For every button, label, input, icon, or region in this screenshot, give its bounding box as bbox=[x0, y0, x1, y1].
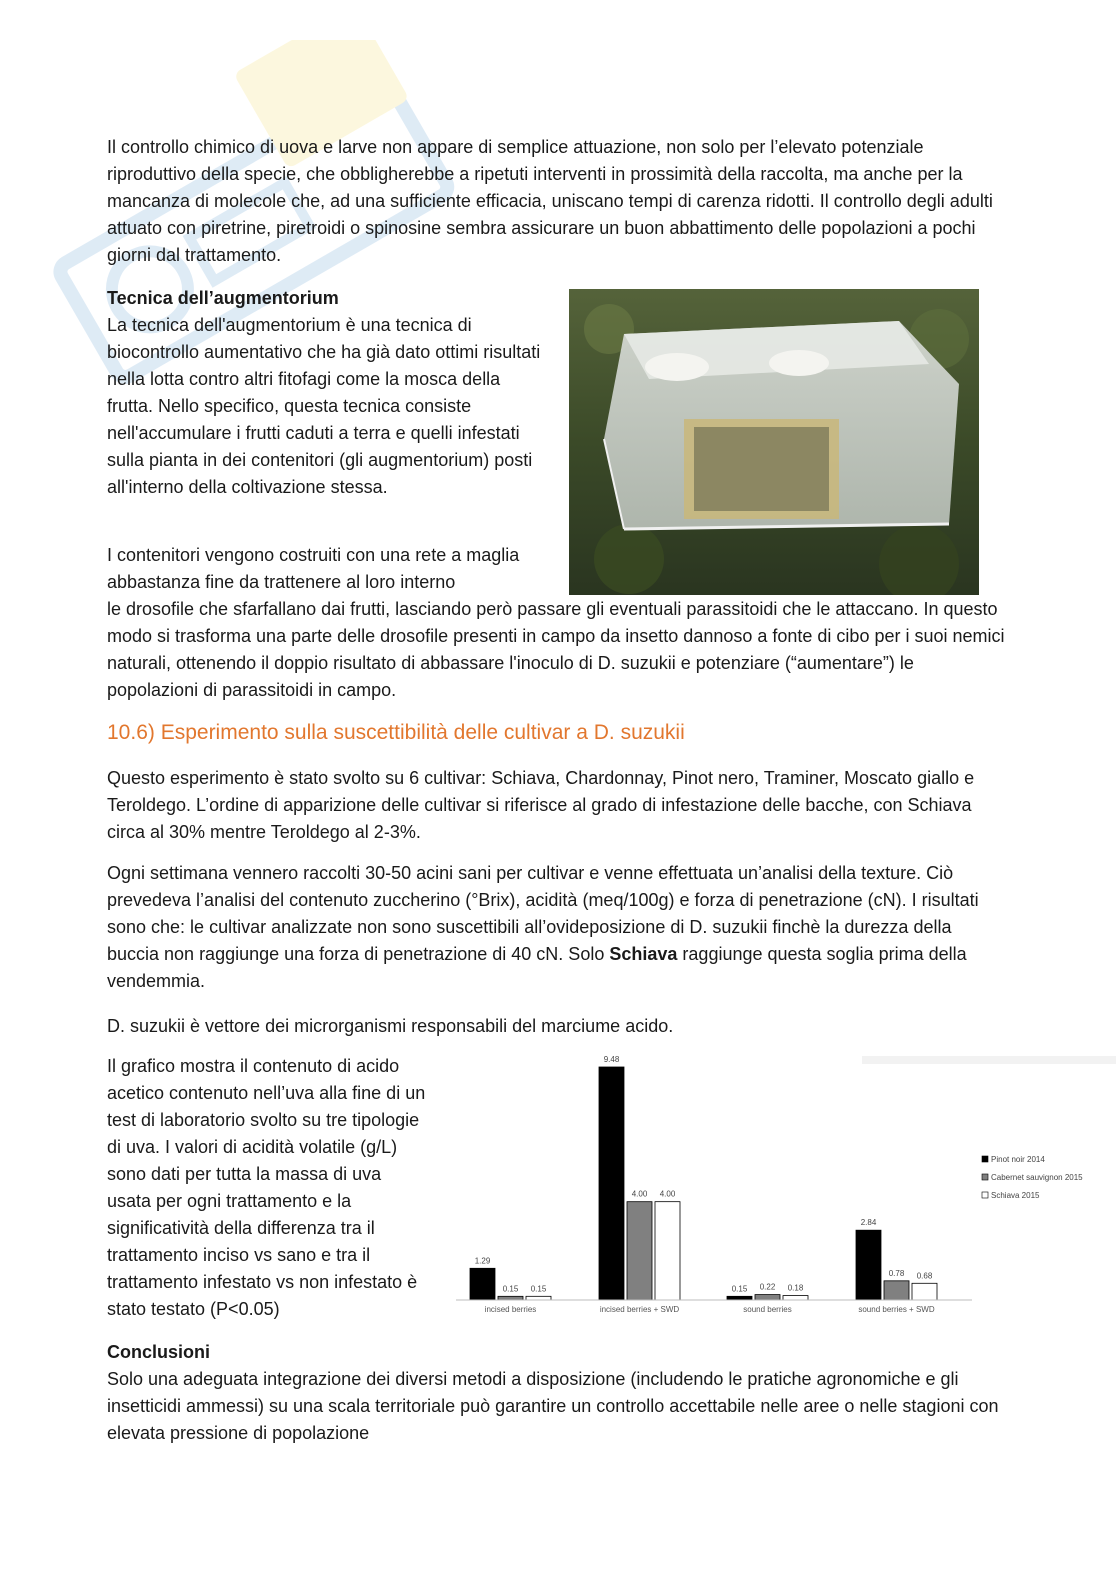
bar-1-0 bbox=[599, 1067, 624, 1300]
bar-value-label: 0.18 bbox=[787, 1283, 804, 1293]
bar-value-label: 0.68 bbox=[916, 1271, 933, 1281]
bar-0-1 bbox=[498, 1296, 523, 1300]
conclusions-paragraph: Solo una adeguata integrazione dei diversi metodi a disposizione (includendo le pratiche agronomiche e gli insetticidi ammessi) su una scala territoriale può garantire un controllo accettabile nelle aree o nelle stagioni con elevata pressione di popolazione bbox=[107, 1369, 999, 1443]
weekly-analysis-paragraph bbox=[107, 860, 1007, 995]
containers-paragraph-start: I contenitori vengono costruiti con una rete a maglia abbastanza fine da trattenere al loro interno bbox=[107, 545, 520, 592]
weekly-analysis-bold: Schiava bbox=[609, 944, 678, 964]
x-tick-label: sound berries bbox=[743, 1305, 792, 1314]
x-tick-label: incised berries bbox=[484, 1305, 537, 1314]
bar-value-label: 0.15 bbox=[530, 1284, 547, 1294]
legend-swatch bbox=[982, 1156, 988, 1162]
legend-label: Schiava 2015 bbox=[991, 1191, 1040, 1200]
bar-1-1 bbox=[627, 1202, 652, 1300]
bar-3-0 bbox=[856, 1230, 881, 1300]
bar-1-2 bbox=[655, 1202, 680, 1300]
bar-0-0 bbox=[470, 1268, 495, 1300]
legend-swatch bbox=[982, 1192, 988, 1198]
bar-2-1 bbox=[755, 1295, 780, 1300]
bar-value-label: 4.00 bbox=[631, 1189, 648, 1199]
bar-0-2 bbox=[526, 1296, 551, 1300]
containers-paragraph-end: le drosofile che sfarfallano dai frutti, lasciando però passare gli eventuali parassitoidi che le attaccano. In questo modo si trasforma una parte delle drosofile presenti in campo da insetto dannoso a fonte di cibo per i suoi nemici naturali, ottenendo il doppio risultato di abbassare l'inoculo di D. suzukii e potenziare (“aumentare”) le popolazioni di parassitoidi in campo. bbox=[107, 599, 1005, 700]
x-tick-label: incised berries + SWD bbox=[599, 1305, 680, 1314]
bar-value-label: 0.15 bbox=[731, 1284, 748, 1294]
augmentorium-paragraph: La tecnica dell'augmentorium è una tecnica di biocontrollo aumentativo che ha già dato ottimi risultati nella lotta contro altri fitofagi come la mosca della frutta. Nello specifico, questa tecnica consiste nell'accumulare i frutti caduti a terra e quelli infestati sulla pianta in dei contenitori (gli augmentorium) posti all'interno della coltivazione stessa. bbox=[107, 315, 541, 497]
augmentorium-heading: Tecnica dell’augmentorium bbox=[107, 288, 339, 308]
intro-paragraph: Il controllo chimico di uova e larve non appare di semplice attuazione, non solo per l’elevato potenziale riproduttivo della specie, che obbligherebbe a ripetuti interventi in prossimità della raccolta, ma anche per la mancanza di molecole che, ad una sufficiente efficacia, uniscano tempi di carenza ridotti. Il controllo degli adulti attuato con piretrine, piretroidi o spinosine sembra assicurare un buon abbattimento delle popolazioni a pochi giorni dal trattamento. bbox=[107, 137, 993, 265]
chart-bars bbox=[470, 1056, 937, 1300]
legend-label: Pinot noir 2014 bbox=[991, 1155, 1045, 1164]
chart-legend bbox=[982, 1155, 1083, 1200]
conclusions-heading: Conclusioni bbox=[107, 1342, 210, 1362]
augmentorium-photo bbox=[569, 289, 979, 595]
bar-value-label: 9.48 bbox=[603, 1056, 620, 1064]
bar-value-label: 4.00 bbox=[659, 1189, 676, 1199]
bar-value-label: 0.15 bbox=[502, 1284, 519, 1294]
weekly-analysis-text-a: Ogni settimana vennero raccolti 30-50 acini sani per cultivar e venne effettuata un’analisi della texture. Ciò prevedeva l’analisi del contenuto zuccherino (°Brix), acidità (meq/100g) e forza di penetrazione (cN). I risultati sono che: le cultivar analizzate non sono suscettibili all’ovideposizione di D. suzukii finchè la durezza della buccia non raggiunge una forza di penetrazione di 40 cN. Solo bbox=[107, 863, 979, 964]
acidity-bar-chart bbox=[452, 1056, 1116, 1331]
bar-2-0 bbox=[727, 1296, 752, 1300]
bar-3-1 bbox=[884, 1281, 909, 1300]
chart-top-fade bbox=[862, 1056, 1116, 1064]
x-axis-labels bbox=[485, 1305, 935, 1314]
x-tick-label: sound berries + SWD bbox=[858, 1305, 935, 1314]
bar-value-label: 0.78 bbox=[888, 1268, 905, 1278]
bar-2-2 bbox=[783, 1296, 808, 1300]
legend-label: Cabernet sauvignon 2015 bbox=[991, 1173, 1083, 1182]
bar-value-label: 0.22 bbox=[759, 1282, 776, 1292]
bar-3-2 bbox=[912, 1283, 937, 1300]
legend-swatch bbox=[982, 1174, 988, 1180]
bar-value-label: 2.84 bbox=[860, 1218, 877, 1228]
bar-value-label: 1.29 bbox=[474, 1256, 491, 1266]
vector-paragraph: D. suzukii è vettore dei microrganismi responsabili del marciume acido. bbox=[107, 1016, 674, 1036]
section-heading: 10.6) Esperimento sulla suscettibilità delle cultivar a D. suzukii bbox=[107, 721, 685, 744]
experiment-paragraph: Questo esperimento è stato svolto su 6 cultivar: Schiava, Chardonnay, Pinot nero, Traminer, Moscato giallo e Teroldego. L’ordine di apparizione delle cultivar si riferisce al grado di infestazione delle bacche, con Schiava circa al 30% mentre Teroldego al 2-3%. bbox=[107, 768, 975, 842]
weekly-analysis-text-b: raggiunge questa soglia prima della vendemmia. bbox=[107, 944, 967, 991]
chart-caption: Il grafico mostra il contenuto di acido acetico contenuto nell’uva alla fine di un test di laboratorio svolto su tre tipologie di uva. I valori di acidità volatile (g/L) sono dati per tutta la massa di uva usata per ogni trattamento e la significatività della differenza tra il trattamento inciso vs sano e tra il trattamento infestato vs non infestato è stato testato (P<0.05) bbox=[107, 1056, 426, 1319]
